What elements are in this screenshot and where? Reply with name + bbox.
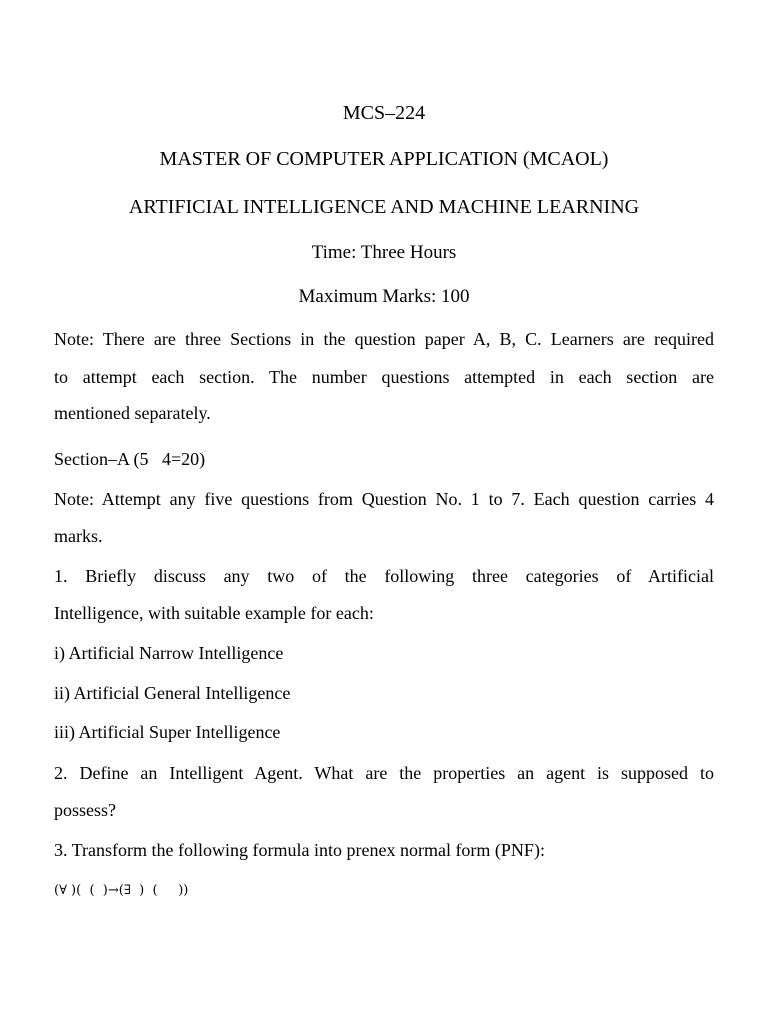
exam-time: Time: Three Hours bbox=[311, 242, 457, 263]
question-3-formula: (∀ )( ( )→(∃ ) ( )) bbox=[54, 883, 189, 898]
course-code: MCS–224 bbox=[342, 102, 426, 124]
section-a-title: Section–A (5 4=20) bbox=[54, 449, 206, 469]
question-2-line-2: possess? bbox=[54, 800, 116, 820]
section-a-note-line-2: marks. bbox=[54, 526, 103, 546]
max-marks: Maximum Marks: 100 bbox=[298, 286, 470, 307]
question-1-line-2: Intelligence, with suitable example for each: bbox=[54, 603, 374, 623]
question-1-line-1: 1. Briefly discuss any two of the following three categories of Artificial bbox=[54, 566, 714, 586]
general-note-line-3: mentioned separately. bbox=[54, 403, 211, 423]
question-1-item-1: i) Artificial Narrow Intelligence bbox=[54, 643, 284, 663]
section-a-note-line-1: Note: Attempt any five questions from Question No. 1 to 7. Each question carries 4 bbox=[54, 489, 714, 509]
question-1-item-3: iii) Artificial Super Intelligence bbox=[54, 722, 281, 742]
question-3-line-1: 3. Transform the following formula into prenex normal form (PNF): bbox=[54, 840, 545, 860]
question-2-line-1: 2. Define an Intelligent Agent. What are the properties an agent is supposed to bbox=[54, 763, 714, 783]
general-note-line-2: to attempt each section. The number questions attempted in each section are bbox=[54, 367, 714, 387]
subject-title: ARTIFICIAL INTELLIGENCE AND MACHINE LEARNING bbox=[128, 196, 640, 218]
question-1-item-2: ii) Artificial General Intelligence bbox=[54, 683, 291, 703]
general-note-line-1: Note: There are three Sections in the question paper A, B, C. Learners are required bbox=[54, 329, 714, 349]
program-title: MASTER OF COMPUTER APPLICATION (MCAOL) bbox=[159, 148, 609, 170]
